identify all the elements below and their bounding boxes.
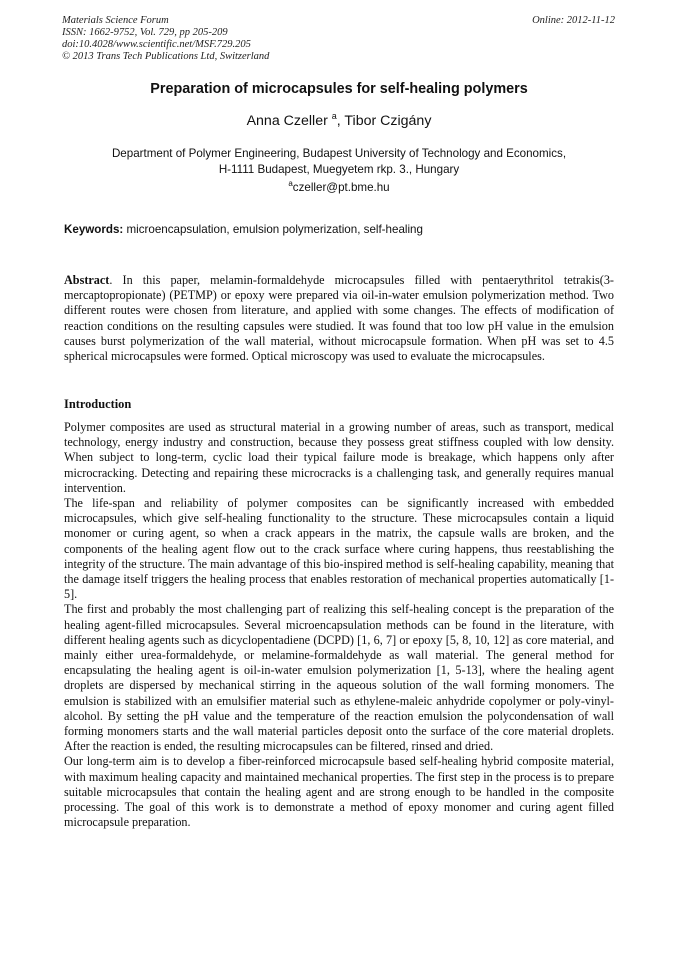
abstract-label: Abstract: [64, 273, 110, 287]
intro-paragraph: The first and probably the most challenging part of realizing this self-healing concept is the preparation of the healing agent-filled microcapsules. Several microencapsulation methods can be found in the literature, with different healing agents such as dicyclopentadiene (DCPD) [1, 6, 7] or epoxy [5, 8, 10, 12] as core material, and mainly either urea-formaldehyde, or melamine-formaldehyde as wall material. The general method for encapsulating the healing agent is oil-in-water emulsion polymerization [1, 5-13], where the healing agent droplets are dispersed by mechanical stirring in the aqueous solution of the wall forming monomers. The emulsion is stabilized with an emulsifier material such as ethylene-maleic anhydride copolymer or poly-vinyl-alcohol. By setting the pH value and the temperature of the reaction emulsion the polycondensation of wall forming monomers starts and the wall material particles deposit onto the surface of the core material droplets. After the reaction is ended, the resulting microcapsules can be filtered, rinsed and dried.: [64, 602, 614, 754]
affiliation: [0, 146, 678, 178]
intro-paragraph: Our long-term aim is to develop a fiber-reinforced microcapsule based self-healing hybrid composite material, with maximum healing capacity and maintained mechanical properties. The first step in the process is to prepare suitable microcapsules that contain the healing agent and are strong enough to be handled in the composite processing. The goal of this work is to demonstrate a method of epoxy monomer and curing agent filled microcapsule preparation.: [64, 754, 614, 830]
abstract: [64, 273, 614, 364]
affiliation-line-1: Department of Polymer Engineering, Budapest University of Technology and Economics,: [111, 147, 567, 160]
paper-title: Preparation of microcapsules for self-healing polymers: [150, 81, 528, 97]
affiliation-line-2: H-1111 Budapest, Muegyetem rkp. 3., Hungary: [218, 163, 460, 176]
introduction-body: [64, 420, 614, 830]
journal-copyright: © 2013 Trans Tech Publications Ltd, Switzerland: [62, 51, 270, 62]
email-affil-mark: a: [288, 179, 293, 188]
intro-paragraph: The life-span and reliability of polymer composites can be significantly increased with embedded microcapsules, which give self-healing functionality to the structure. These microcapsules contain a liquid monomer or curing agent, so when a crack appears in the matrix, the capsule walls are broken, and the components of the healing agent flow out to the crack surface where curing happens, thus reestablishing the integrity of the structure. The main advantage of this bio-inspired method is self-healing capability, meaning that the damage itself triggers the healing process that enables restoration of mechanical properties automatically [1-5].: [64, 496, 614, 602]
keywords-list: microencapsulation, emulsion polymerization, self-healing: [123, 223, 423, 236]
intro-paragraph: Polymer composites are used as structural material in a growing number of areas, such as transport, medical technology, energy industry and construction, because they possess great stiffness coupled with low density. When subject to long-term, cyclic load their typical failure mode is breakage, which happens only after microcracking. Detecting and repairing these microcracks is a challenging task, and generally requires manual intervention.: [64, 420, 614, 495]
keywords: [64, 222, 616, 238]
keywords-label: Keywords:: [64, 223, 124, 236]
email-address: czeller@pt.bme.hu: [292, 181, 390, 194]
online-date: Online: 2012-11-12: [532, 15, 615, 26]
author-email: [0, 180, 678, 196]
author-1-affil-mark: a: [331, 111, 337, 121]
journal-name: Materials Science Forum: [62, 15, 169, 26]
abstract-paragraph: [64, 273, 614, 364]
author-1: Anna Czeller: [246, 113, 328, 129]
author-separator: ,: [336, 113, 345, 129]
author-line: [0, 112, 678, 130]
section-heading-introduction: Introduction: [64, 397, 132, 411]
journal-header: [62, 15, 269, 63]
abstract-text: . In this paper, melamin-formaldehyde microcapsules filled with pentaerythritol tetrakis(3-mercaptopropionate) (PETMP) or epoxy were prepared via oil-in-water emulsion polymerization method. Two different routes were chosen from literature, and applied with some changes. The effects of modification of reaction conditions on the resulting capsules were studied. It was found that too low pH value in the emulsion causes burst polymerization of the wall material, without microcapsule formation. When pH was set to 4.5 spherical microcapsules were formed. Optical microscopy was used to evaluate the microcapsules.: [64, 273, 614, 364]
journal-issn: ISSN: 1662-9752, Vol. 729, pp 205-209: [62, 27, 228, 38]
author-2: Tibor Czigány: [344, 113, 432, 129]
journal-doi: doi:10.4028/www.scientific.net/MSF.729.205: [62, 39, 251, 50]
